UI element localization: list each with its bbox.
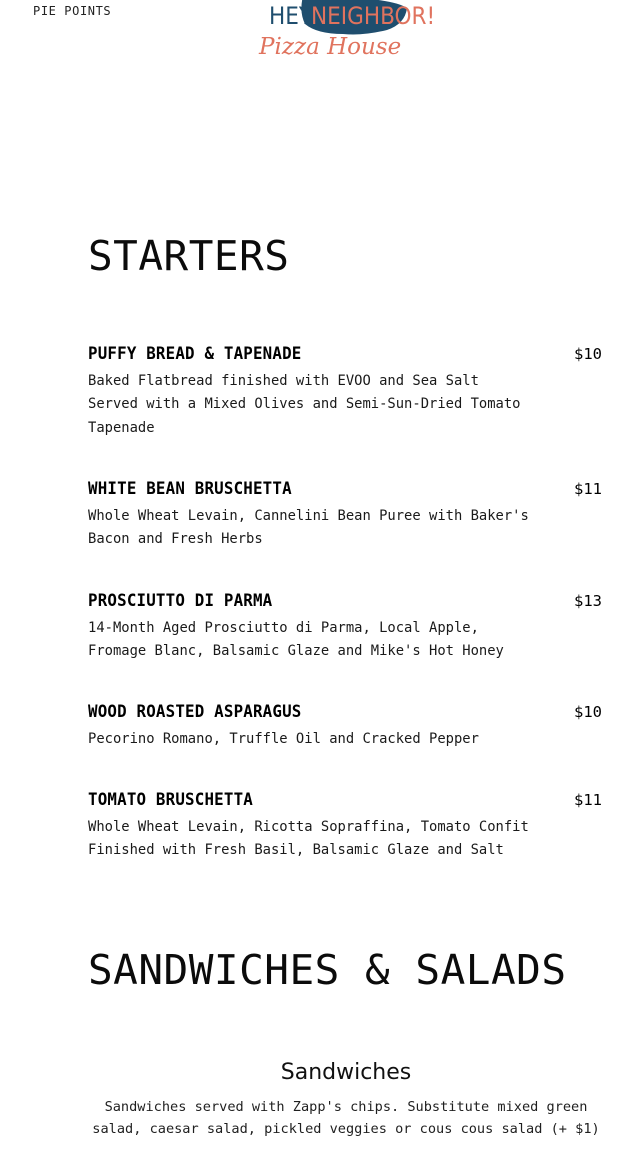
menu-item xyxy=(88,342,604,440)
nav-pie-points[interactable]: PIE POINTS xyxy=(33,4,112,18)
subsection-title-sandwiches: Sandwiches xyxy=(280,1060,412,1085)
item-price: $11 xyxy=(574,791,602,809)
item-name: WOOD ROASTED ASPARAGUS xyxy=(88,702,302,722)
item-description: Whole Wheat Levain, Ricotta Sopraffina, Tomato Confit Finished with Fresh Basil, Balsamic Glaze and Salt xyxy=(88,819,529,859)
item-price: $10 xyxy=(574,703,602,721)
menu-item xyxy=(88,700,604,751)
item-description: Whole Wheat Levain, Cannelini Bean Puree with Baker's Bacon and Fresh Herbs xyxy=(88,508,529,548)
item-name: PROSCIUTTO DI PARMA xyxy=(88,591,273,611)
item-description: 14-Month Aged Prosciutto di Parma, Local Apple, Fromage Blanc, Balsamic Glaze and Mike's Hot Honey xyxy=(88,620,504,660)
item-name: PUFFY BREAD & TAPENADE xyxy=(88,344,302,364)
item-name: WHITE BEAN BRUSCHETTA xyxy=(88,479,292,499)
item-price: $13 xyxy=(574,592,602,610)
item-price: $11 xyxy=(574,480,602,498)
item-description: Pecorino Romano, Truffle Oil and Cracked Pepper xyxy=(88,731,479,747)
item-price: $10 xyxy=(574,345,602,363)
menu-item xyxy=(88,589,604,664)
item-description: Baked Flatbread finished with EVOO and Sea Salt Served with a Mixed Olives and Semi-Sun-Dried Tomato Tapenade xyxy=(88,373,521,436)
sandwiches-note: Sandwiches served with Zapp's chips. Substitute mixed green salad, caesar salad, pickled veggies or cous cous salad (+ $1) xyxy=(92,1099,600,1137)
section-title-starters: STARTERS xyxy=(88,232,290,280)
hey-neighbor-logo[interactable] xyxy=(255,0,435,64)
logo-text-neighbor: NEIGHBOR! xyxy=(311,2,435,30)
item-name: TOMATO BRUSCHETTA xyxy=(88,790,253,810)
menu-item xyxy=(88,477,604,552)
logo-text-hey: HEY, xyxy=(269,2,319,30)
logo-text-pizza-house: Pizza House xyxy=(259,34,402,60)
section-title-sandwiches-salads: SANDWICHES & SALADS xyxy=(88,946,567,994)
menu-item xyxy=(88,788,604,863)
